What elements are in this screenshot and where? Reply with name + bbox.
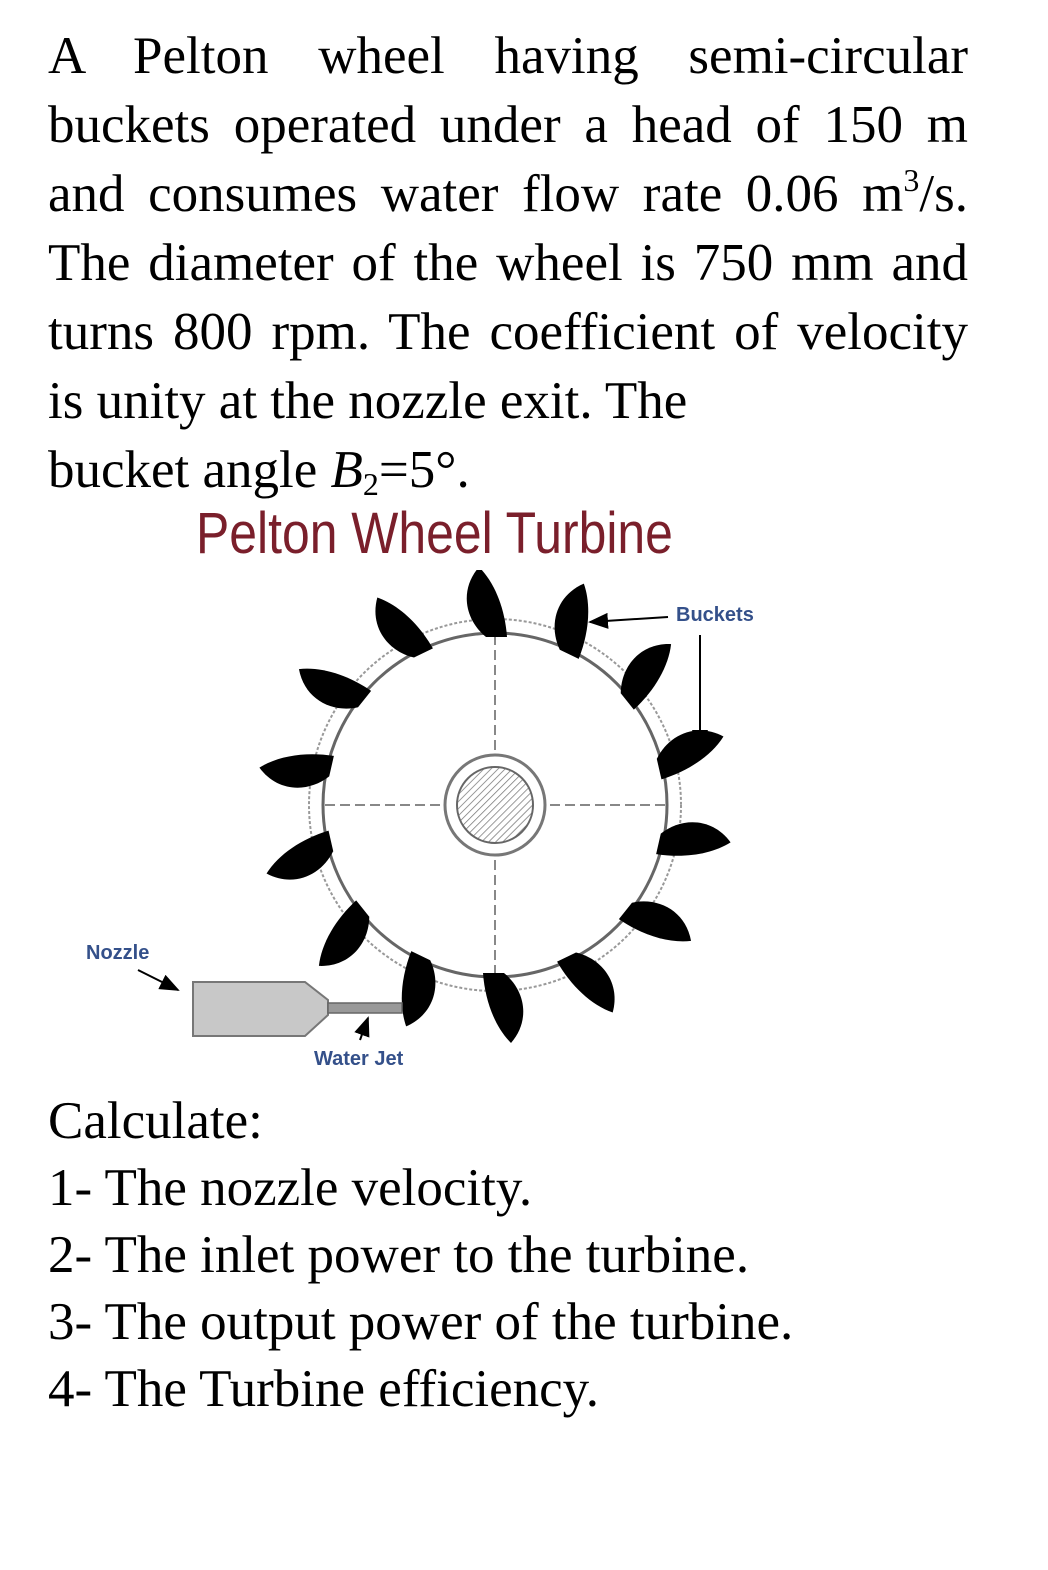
bucket-angle-subscript: 2 [362,466,379,502]
problem-line-6: is unity at the nozzle exit. The [48,372,688,430]
bucket-angle-value: =5°. [378,441,470,499]
calculate-item-3: 3- The output power of the turbine. [48,1293,794,1351]
cubic-superscript: 3 [903,162,920,198]
bucket-11 [260,831,337,886]
problem-line-7-text: bucket angle [48,441,331,499]
water-jet-arrow [360,1018,368,1040]
bucket-12 [257,740,334,795]
pelton-wheel-drawing [60,570,820,1090]
hub-shaft [457,767,533,843]
problem-line-2: buckets operated under a head of 150 m [48,96,968,154]
calculate-section [48,1088,968,1423]
problem-line-1: A Pelton wheel having semi-circular [48,27,968,85]
pelton-wheel-diagram [60,570,820,1090]
nozzle-arrow [138,970,178,990]
calculate-item-2: 2- The inlet power to the turbine. [48,1226,750,1284]
water-jet-label: Water Jet [314,1048,404,1070]
water-jet [328,1003,402,1013]
bucket-1 [467,570,507,637]
problem-line-3-units: /s. [919,165,968,223]
problem-line-3 [48,160,968,229]
problem-line-5: turns 800 rpm. The coefficient of velocity [48,303,968,361]
nozzle-label: Nozzle [86,942,150,964]
bucket-4 [653,724,730,779]
bucket-angle-variable: B [330,441,363,499]
bucket-8 [483,973,523,1043]
buckets-arrow-horizontal [590,617,668,622]
calculate-heading: Calculate: [48,1092,263,1150]
calculate-item-4: 4- The Turbine efficiency. [48,1360,599,1418]
problem-line-3-text: and consumes water flow rate 0.06 m [48,165,904,223]
problem-line-7 [48,436,968,505]
buckets-label: Buckets [676,604,754,626]
problem-statement [48,22,968,505]
calculate-item-1: 1- The nozzle velocity. [48,1159,533,1217]
figure-title: Pelton Wheel Turbine [196,501,673,566]
nozzle-body [193,982,328,1036]
problem-line-4: The diameter of the wheel is 750 mm and [48,234,968,292]
bucket-5 [656,815,733,870]
